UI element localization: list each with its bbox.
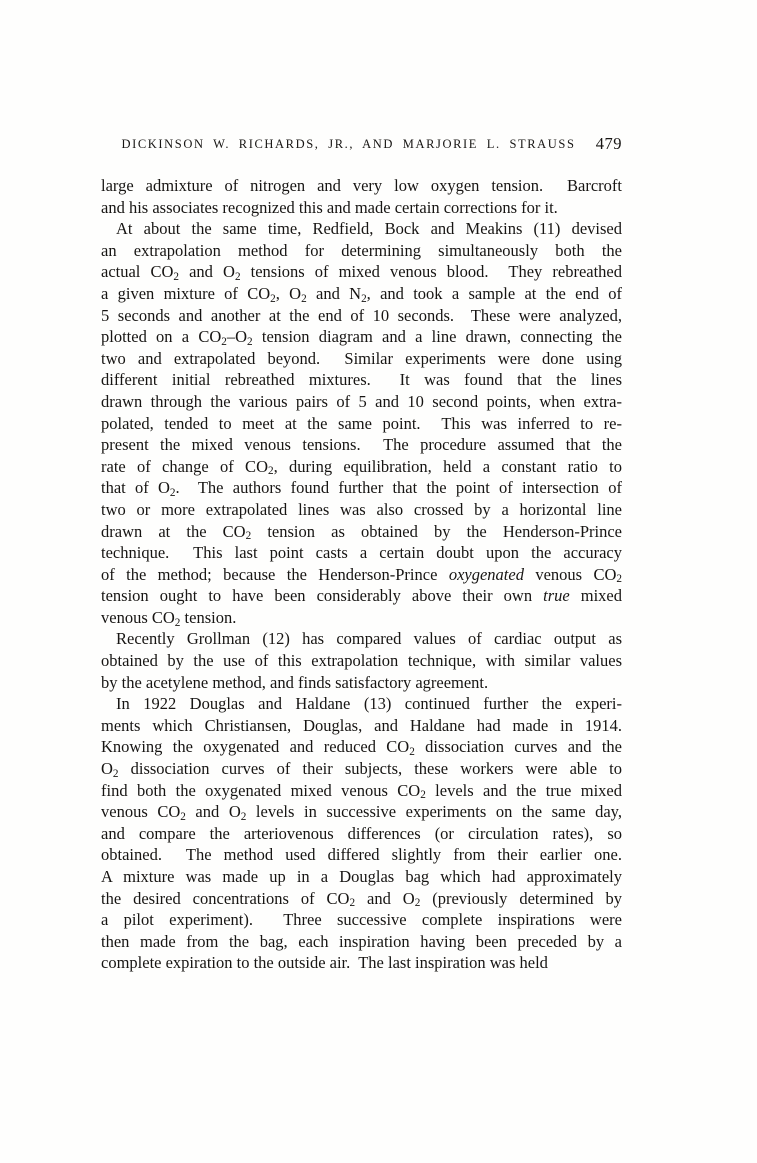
text-line: 5 seconds and another at the end of 10 seconds. These were analyzed, (101, 305, 622, 325)
text-line: actual $CO_2$ and $O_2$ tensions of mixed venous blood. They rebreathed (101, 262, 622, 284)
text-line: find both the oxygenated mixed venous $CO_2$ levels and the true mixed (101, 780, 622, 802)
text-line: large admixture of nitrogen and very low oxygen tension. Barcroft (101, 176, 622, 195)
text-line: rate of change of $CO_2$, during equilibration, held a constant ratio to (101, 456, 622, 478)
text-line: present the mixed venous tensions. The procedure assumed that the (101, 435, 622, 455)
text-line: then made from the bag, each inspiration having been preceded by a (101, 931, 622, 951)
text-line: complete expiration to the outside air. The last inspiration was held (101, 953, 548, 973)
running-title: DICKINSON W. RICHARDS, JR., AND MARJORIE L. STRAUSS (121, 137, 576, 151)
text-line: two and extrapolated beyond. Similar experiments were done using (101, 348, 622, 368)
text-line: an extrapolation method for determining simultaneously both the (101, 240, 622, 260)
text-line: Knowing the oxygenated and reduced $CO_2$ dissociation curves and the (101, 737, 622, 759)
text-line: $O_2$ dissociation curves of their subjects, these workers were able to (101, 759, 622, 780)
text-line: a given mixture of $CO_2$, $O_2$ and $N_2$, and took a sample at the end of (101, 283, 623, 305)
text-line: venous $CO_2$ tension. (101, 607, 237, 629)
paragraph (101, 175, 622, 218)
text-line: technique. This last point casts a certain doubt upon the accuracy (101, 543, 622, 563)
text-line: polated, tended to meet at the same point. This was inferred to re- (101, 413, 622, 433)
text-line: drawn through the various pairs of 5 and 10 second points, when extra- (101, 391, 622, 411)
text-line: venous $CO_2$ and $O_2$ levels in successive experiments on the same day, (101, 802, 622, 823)
text-line: drawn at the $CO_2$ tension as obtained by the Henderson-Prince (101, 521, 622, 543)
text-line: and his associates recognized this and made certain corrections for it. (101, 197, 558, 217)
paragraph (101, 218, 622, 628)
page-body (101, 175, 622, 974)
running-header (101, 134, 622, 157)
text-line: At about the same time, Redfield, Bock and Meakins (11) devised (116, 219, 622, 239)
text-line: ments which Christiansen, Douglas, and Haldane had made in 1914. (101, 715, 622, 735)
text-line: different initial rebreathed mixtures. It was found that the lines (101, 370, 622, 390)
text-line: two or more extrapolated lines was also crossed by a horizontal line (101, 499, 622, 519)
text-line: Recently Grollman (12) has compared values of cardiac output as (116, 629, 622, 649)
text-line: that of $O_2$. The authors found further that the point of intersection of (101, 478, 622, 499)
text-line: by the acetylene method, and finds satisfactory agreement. (101, 672, 489, 692)
text-line: A mixture was made up in a Douglas bag which had approximately (101, 867, 622, 886)
page-number: 479 (595, 134, 622, 153)
text-line: obtained. The method used differed slightly from their earlier one. (101, 845, 622, 865)
text-line: In 1922 Douglas and Haldane (13) continued further the experi- (116, 694, 622, 714)
text-line: plotted on a $CO_2-O_2$ tension diagram and a line drawn, connecting the (101, 327, 622, 348)
text-line: the desired concentrations of $CO_2$ and $O_2$ (previously determined by (101, 888, 622, 910)
text-line: tension ought to have been considerably above their own true mixed (101, 586, 622, 606)
text-line: a pilot experiment). Three successive complete inspirations were (101, 910, 622, 930)
text-line: obtained by the use of this extrapolation technique, with similar values (101, 651, 622, 671)
paragraph (101, 693, 622, 974)
paragraph (101, 628, 622, 693)
text-line: and compare the arteriovenous differences (or circulation rates), so (101, 823, 622, 843)
text-line: of the method; because the Henderson-Prince oxygenated venous $CO_2$ (101, 564, 623, 586)
